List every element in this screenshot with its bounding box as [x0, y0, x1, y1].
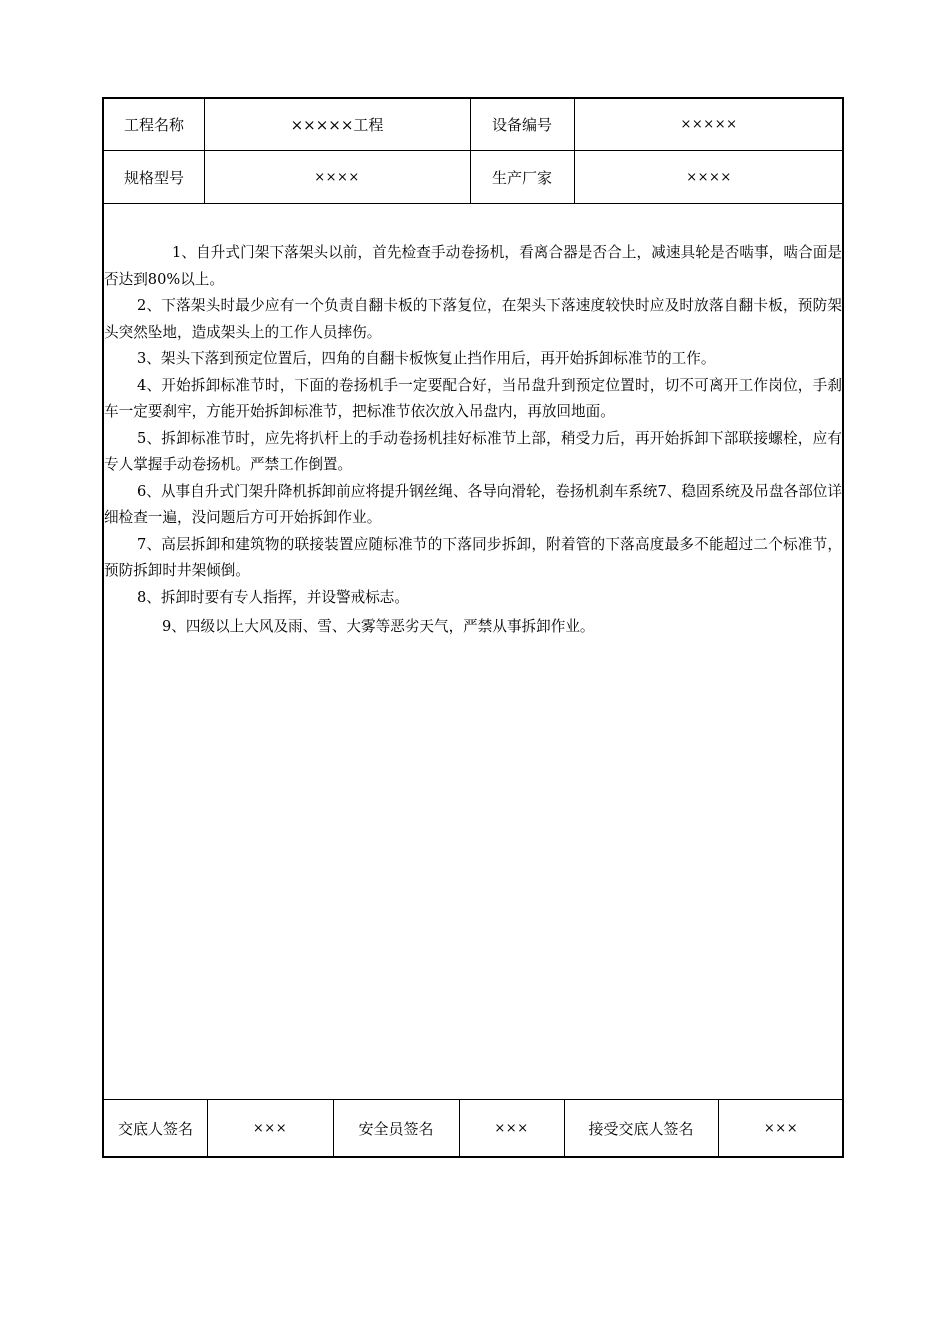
- paragraph-9: 9、四级以上大风及雨、雪、大雾等恶劣天气，严禁从事拆卸作业。: [162, 618, 595, 635]
- equipment-no-value: ×××××: [680, 117, 738, 132]
- paragraph-8: 8、拆卸时要有专人指挥，并设警戒标志。: [137, 588, 409, 606]
- equipment-no-label: 设备编号: [491, 116, 552, 134]
- paragraph-4: 4、开始拆卸标准节时，下面的卷扬机手一定要配合好，当吊盘升到预定位置时，切不可离开工作岗位，手刹车一定要刹牢，方能开始拆卸标准节，把标准节依次放入吊盘内，再放回地面。: [104, 376, 842, 420]
- spec-model-value: ××××: [314, 169, 360, 185]
- paragraph-2: 2、下落架头时最少应有一个负责自翻卡板的下落复位，在架头下落速度较快时应及时放落自翻卡板，预防架头突然坠地，造成架头上的工作人员摔伤。: [104, 297, 842, 341]
- paragraph-5: 5、拆卸标准节时，应先将扒杆上的手动卷扬机挂好标准节上部，稍受力后，再开始拆卸下部联接螺栓，应有专人掌握手动卷扬机。严禁工作倒置。: [104, 429, 842, 473]
- safety-officer-signature: ×××: [494, 1120, 529, 1136]
- project-name-value: ×××××工程: [290, 116, 384, 134]
- recipient-label: 接受交底人签名: [588, 1119, 694, 1138]
- manufacturer-value: ××××: [686, 169, 732, 185]
- paragraph-1: 1、自升式门架下落架头以前，首先检查手动卷扬机，看离合器是否合上，减速具轮是否啮事，啮合面是否达到80%以上。: [104, 244, 842, 288]
- header-row-1: [104, 99, 842, 150]
- spec-model-label: 规格型号: [123, 168, 184, 187]
- manufacturer-label: 生产厂家: [491, 168, 552, 187]
- paragraph-7: 7、高层拆卸和建筑物的联接装置应随标准节的下落同步拆卸，附着管的下落高度最多不能超过二个标准节，预防拆卸时井架倾倒。: [104, 535, 842, 579]
- briefer-signature: ×××: [252, 1120, 288, 1136]
- paragraph-6: 6、从事自升式门架升降机拆卸前应将提升钢丝绳、各导向滑轮，卷扬机刹车系统7、稳固系统及吊盘各部位详细检查一遍，没问题后方可开始拆卸作业。: [104, 482, 842, 526]
- paragraph-3: 3、架头下落到预定位置后，四角的自翻卡板恢复止挡作用后，再开始拆卸标准节的工作。: [137, 350, 716, 367]
- safety-briefing-form: [102, 97, 844, 1158]
- recipient-signature: ×××: [763, 1120, 799, 1136]
- project-name-label: 工程名称: [123, 116, 184, 134]
- briefing-content: [104, 204, 842, 1099]
- safety-officer-label: 安全员签名: [358, 1119, 434, 1138]
- header-row-2: [104, 151, 842, 203]
- signature-row: [104, 1100, 842, 1156]
- briefer-label: 交底人签名: [117, 1119, 193, 1138]
